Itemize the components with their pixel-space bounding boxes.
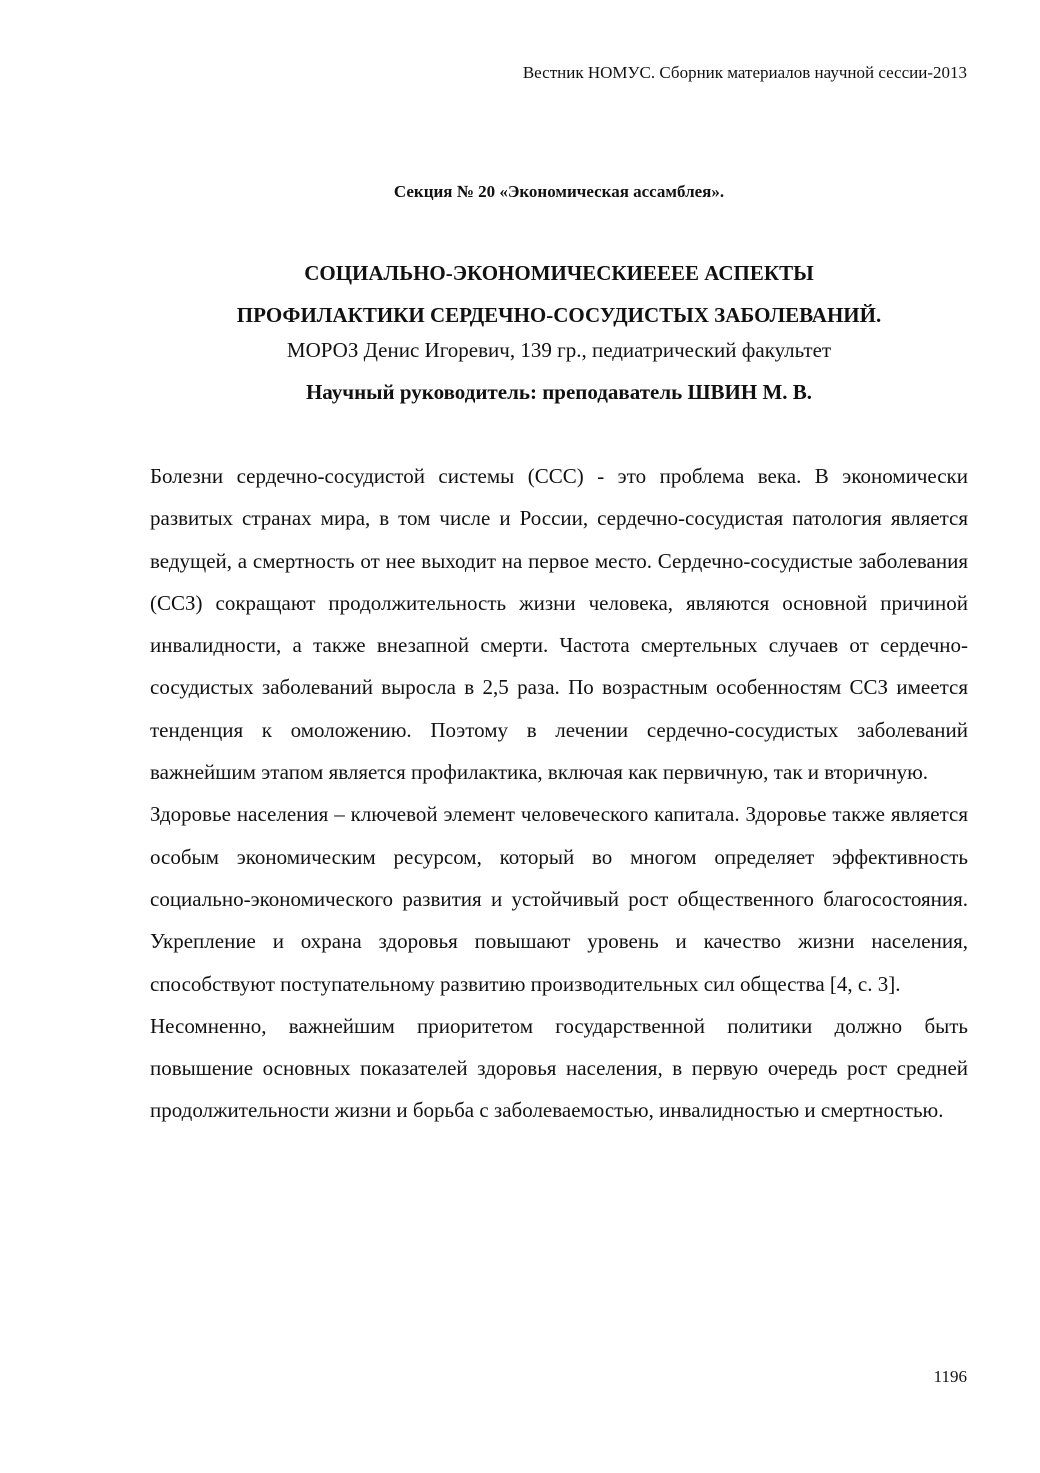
running-header: Вестник НОМУС. Сборник материалов научной сессии-2013	[522, 63, 967, 82]
article-body	[150, 455, 968, 1132]
supervisor-line: Научный руководитель: преподаватель ШВИН М. В.	[305, 380, 813, 404]
article-title-line-2: ПРОФИЛАКТИКИ СЕРДЕЧНО-СОСУДИСТЫХ ЗАБОЛЕВАНИЙ.	[236, 303, 882, 327]
paragraph-2: Здоровье населения – ключевой элемент человеческого капитала. Здоровье также является особым экономическим ресурсом, который во многом определяет эффективность социально-экономического развития и устойчивый рост общественного благосостояния. Укрепление и охрана здоровья повышают уровень и качество жизни населения, способствуют поступательному развитию производительных сил общества [4, с. 3].	[150, 802, 968, 996]
page-number: 1196	[933, 1367, 967, 1386]
article-title-line-1: СОЦИАЛЬНО-ЭКОНОМИЧЕСКИЕЕЕЕ АСПЕКТЫ	[304, 261, 814, 285]
section-title: Секция № 20 «Экономическая ассамблея».	[393, 182, 725, 201]
paragraph-3: Несомненно, важнейшим приоритетом государственной политики должно быть повышение основных показателей здоровья населения, в первую очередь рост средней продолжительности жизни и борьба с заболеваемостью, инвалидностью и смертностью.	[150, 1013, 968, 1123]
article-title	[0, 252, 1040, 336]
paragraph-1: Болезни сердечно-сосудистой системы (ССС) - это проблема века. В экономически развитых странах мира, в том числе и России, сердечно-сосудистая патология является ведущей, а смертность от нее выходит на первое место. Сердечно-сосудистые заболевания (ССЗ) сокращают продолжительность жизни человека, являются основной причиной инвалидности, а также внезапной смерти. Частота смертельных случаев от сердечно-сосудистых заболеваний выросла в 2,5 раза. По возрастным особенностям ССЗ имеется тенденция к омоложению. Поэтому в лечении сердечно-сосудистых заболеваний важнейшим этапом является профилактика, включая как первичную, так и вторичную.	[150, 464, 968, 785]
author-line: МОРОЗ Денис Игоревич, 139 гр., педиатрический факультет	[286, 338, 832, 362]
